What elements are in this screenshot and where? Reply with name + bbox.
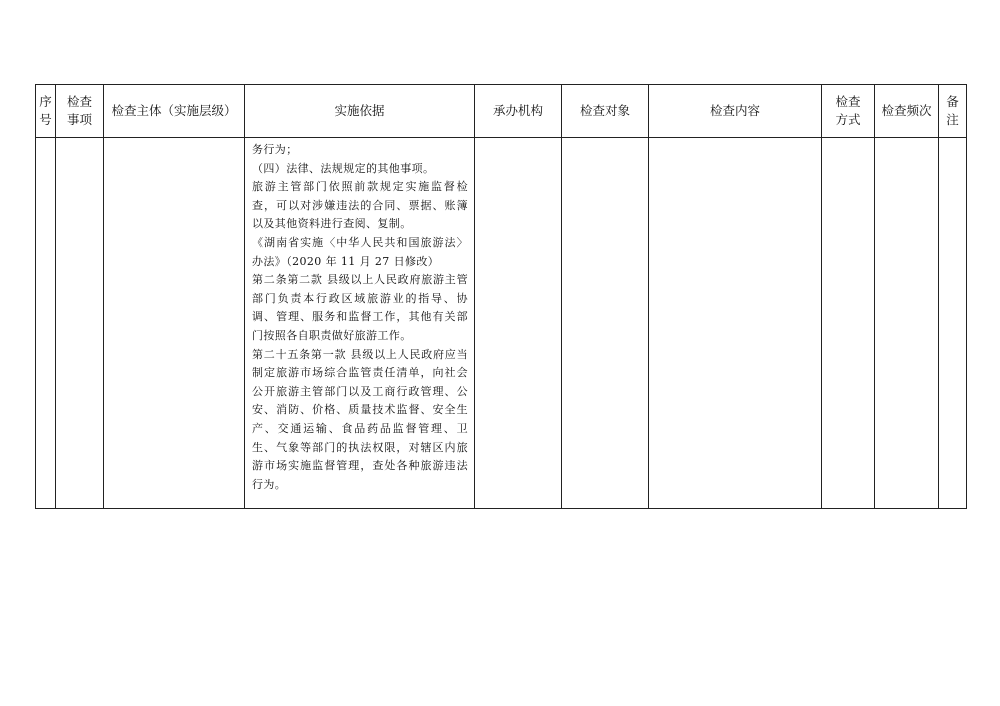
cell-inspection-target — [562, 138, 649, 509]
cell-inspection-method — [822, 138, 875, 509]
cell-inspection-content — [649, 138, 822, 509]
header-inspection-item — [56, 85, 104, 138]
basis-paragraph-6: 第二十五条第一款 县级以上人民政府应当制定旅游市场综合监管责任清单，向社会公开旅游主管部门以及工商行政管理、公安、消防、价格、质量技术监督、安全生产、交通运输、食品药品监督管理、卫生、气象等部门的执法权限，对辖区内旅游市场实施监督管理，查处各种旅游违法行为。 — [252, 347, 468, 491]
header-seq-line1: 序 — [39, 94, 52, 109]
cell-remark — [939, 138, 967, 509]
header-item-line1: 检查 — [66, 94, 92, 109]
cell-seq — [36, 138, 56, 509]
header-inspection-subject: 检查主体（实施层级） — [104, 85, 245, 138]
cell-inspection-subject — [104, 138, 245, 509]
header-inspection-method — [822, 85, 875, 138]
header-remark-line2: 注 — [946, 112, 959, 127]
header-method-line1: 检查 — [835, 94, 861, 109]
header-inspection-content: 检查内容 — [649, 85, 822, 138]
table-row — [36, 138, 967, 509]
basis-paragraph-5: 第二条第二款 县级以上人民政府旅游主管部门负责本行政区域旅游业的指导、协调、管理、服务和监督工作，其他有关部门按照各自职责做好旅游工作。 — [252, 273, 468, 342]
header-seq-line2: 号 — [39, 112, 52, 127]
basis-paragraph-1: 务行为； — [252, 143, 298, 156]
header-legal-basis: 实施依据 — [245, 85, 475, 138]
header-remark — [939, 85, 967, 138]
header-remark-line1: 备 — [946, 94, 959, 109]
header-handling-agency: 承办机构 — [475, 85, 562, 138]
cell-inspection-item — [56, 138, 104, 509]
basis-paragraph-2: （四）法律、法规规定的其他事项。 — [252, 161, 435, 175]
legal-basis-text — [245, 138, 474, 494]
header-item-line2: 事项 — [66, 112, 92, 127]
cell-legal-basis — [245, 138, 475, 509]
header-seq — [36, 85, 56, 138]
inspection-table — [35, 84, 967, 509]
cell-handling-agency — [475, 138, 562, 509]
basis-paragraph-3: 旅游主管部门依照前款规定实施监督检查，可以对涉嫌违法的合同、票据、账簿以及其他资料进行查阅、复制。 — [252, 180, 468, 231]
cell-inspection-frequency — [875, 138, 939, 509]
header-method-line2: 方式 — [835, 112, 861, 127]
table-header-row — [36, 85, 967, 138]
header-inspection-frequency: 检查频次 — [875, 85, 939, 138]
basis-paragraph-4: 《湖南省实施〈中华人民共和国旅游法〉办法》（2020 年 11 月 27 日修改） — [252, 235, 468, 268]
header-inspection-target: 检查对象 — [562, 85, 649, 138]
